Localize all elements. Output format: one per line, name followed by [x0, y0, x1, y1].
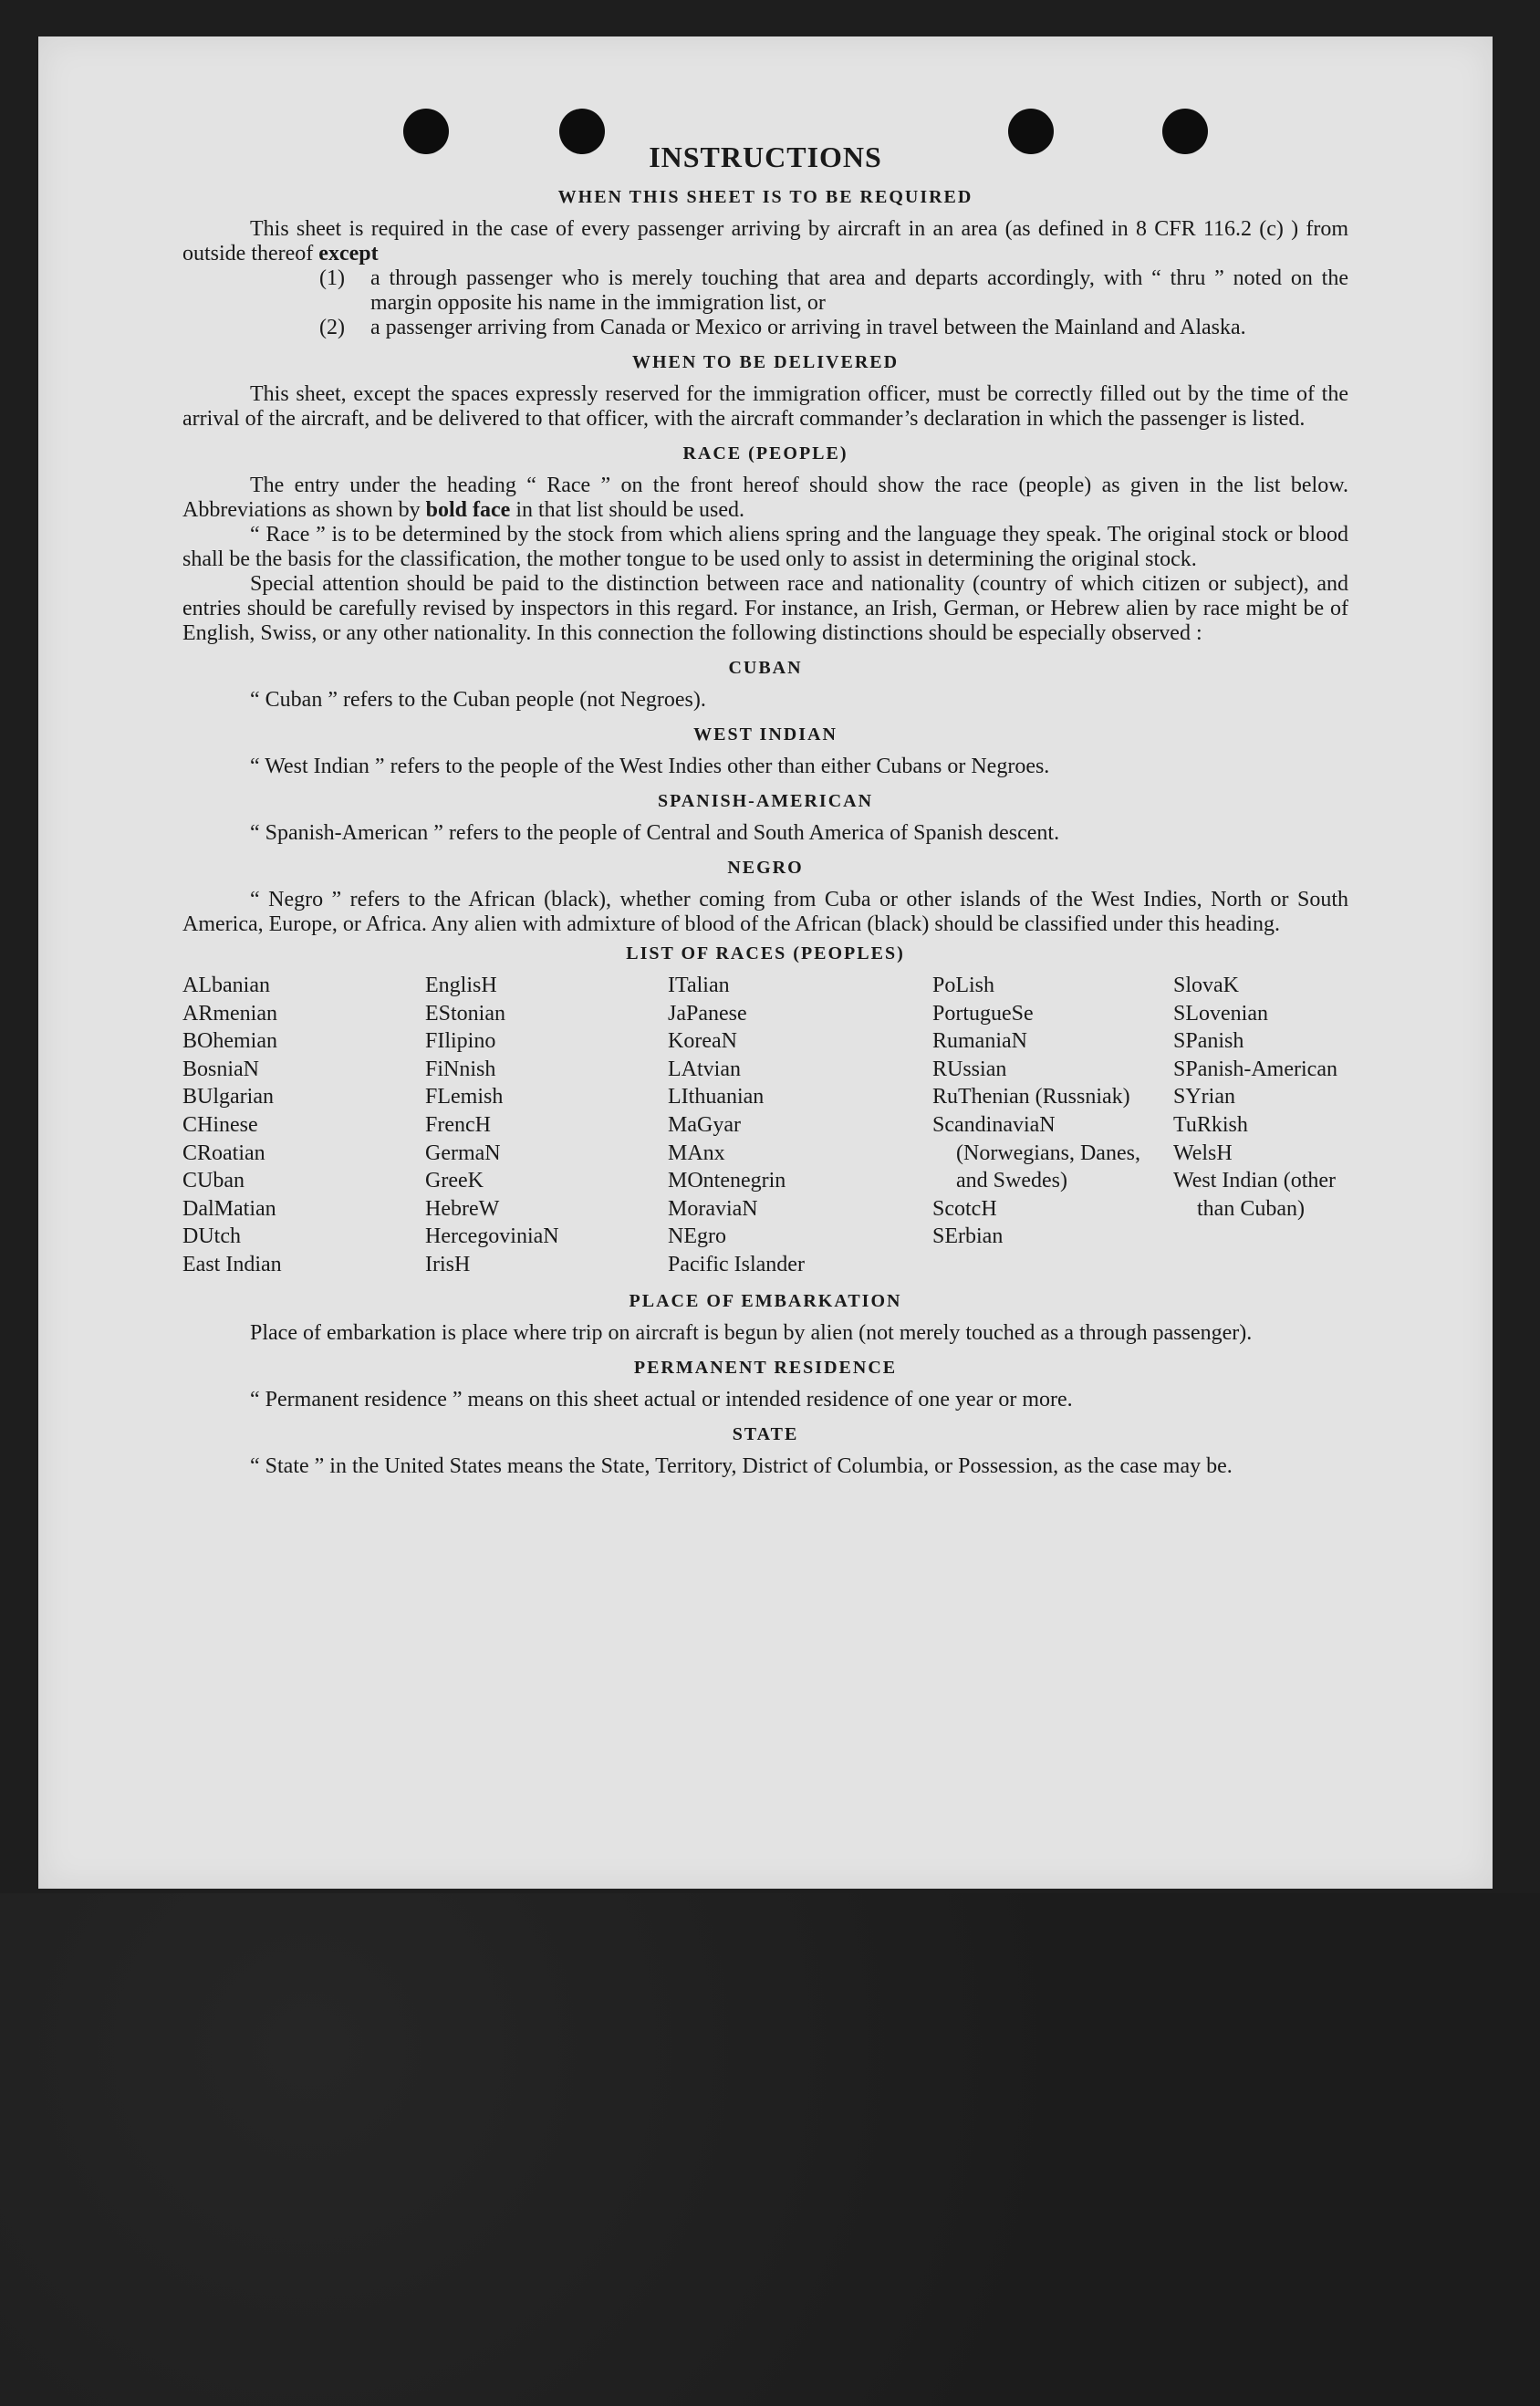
race-entry: FrencH [425, 1112, 491, 1137]
heading-state: STATE [732, 1423, 799, 1444]
race-entry: SlovaK [1173, 974, 1239, 997]
heading-residence: PERMANENT RESIDENCE [633, 1357, 898, 1378]
heading-embarkation: PLACE OF EMBARKATION [629, 1290, 902, 1311]
race-entry: EStonian [425, 1001, 505, 1026]
race-entry: ITalian [668, 974, 730, 997]
heading-cuban: CUBAN [728, 658, 803, 678]
paragraph-residence: “ Permanent residence ” means on this sheet actual or intended residence of one year or more. [250, 1387, 1073, 1411]
race-entry: TuRkish [1173, 1112, 1248, 1137]
heading-west-indian: WEST INDIAN [693, 724, 838, 745]
race-entry: LIthuanian [668, 1085, 765, 1109]
heading-spanish-american: SPANISH-AMERICAN [657, 791, 874, 811]
race-entry: SLovenian [1173, 1001, 1268, 1026]
race-entry: PortugueSe [932, 1001, 1034, 1026]
race-entry: SYrian [1173, 1085, 1235, 1109]
paragraph-race-3: Special attention should be paid to the distinction between race and nationality (country of which citizen or subject), and entries should be carefully revised by inspectors in this regard. For instance, an Irish, German, or Hebrew alien by race might be of English, Swiss, or any other nationality. In this connection the following distinctions should be especially observed : [182, 572, 1348, 645]
race-entry: FLemish [425, 1085, 504, 1109]
race-entry: ALbanian [182, 974, 270, 997]
race-entry: BOhemian [182, 1029, 277, 1054]
paragraph-state: “ State ” in the United States means the State, Territory, District of Columbia, or Possession, as the case may be. [250, 1453, 1233, 1478]
heading-delivered: WHEN TO BE DELIVERED [631, 352, 900, 372]
race-entry: WelsH [1173, 1141, 1233, 1165]
race-entry: GreeK [425, 1169, 484, 1193]
race-entry: MaGyar [668, 1112, 741, 1137]
heading-list-of-races: LIST OF RACES (PEOPLES) [626, 943, 905, 963]
race-entry: FiNnish [425, 1057, 496, 1081]
paragraph-race-2: “ Race ” is to be determined by the stock from which aliens spring and the language they speak. The original stock or blood shall be the basis for the classification, the mother tongue to be used only to assist in determining the original stock. [182, 523, 1348, 571]
race-entry: MOntenegrin [668, 1169, 786, 1193]
race-entry: SErbian [932, 1224, 1004, 1249]
race-entry: CRoatian [182, 1141, 265, 1165]
race-entry: West Indian (other than Cuban) [1173, 1169, 1337, 1221]
race-entry: BUlgarian [182, 1085, 274, 1109]
paragraph-cuban: “ Cuban ” refers to the Cuban people (not Negroes). [250, 688, 706, 712]
race-entry: DalMatian [182, 1196, 276, 1221]
list-item: (1) a through passenger who is merely touching that area and departs accordingly, with “ thru ” noted on the margin opposite his name in the immigration list, or [319, 266, 1348, 315]
paragraph-embarkation: Place of embarkation is place where trip on aircraft is begun by alien (not merely touched as a through passenger). [250, 1320, 1253, 1345]
race-entry: MAnx [668, 1141, 725, 1165]
race-entry: IrisH [425, 1252, 471, 1276]
races-column [182, 972, 425, 1279]
races-column [668, 972, 932, 1279]
race-entry: KoreaN [668, 1029, 737, 1054]
race-entry: ScotcH [932, 1196, 997, 1221]
heading-race: RACE (PEOPLE) [682, 443, 848, 463]
race-entry: CUban [182, 1169, 245, 1193]
race-entry: PoLish [932, 974, 995, 997]
race-entry: EnglisH [425, 974, 497, 997]
instructions-content [182, 139, 1348, 1479]
race-entry: Pacific Islander [668, 1252, 805, 1276]
race-entry: East Indian [182, 1252, 282, 1276]
race-entry: RuThenian (Russniak) [932, 1085, 1130, 1109]
paragraph-spanish-american: “ Spanish-American ” refers to the people of Central and South America of Spanish descent. [250, 821, 1060, 845]
paragraph-delivered: This sheet, except the spaces expressly reserved for the immigration officer, must be correctly filled out by the time of the arrival of the aircraft, and be delivered to that officer, with the aircraft commander’s declaration in which the passenger is listed. [182, 382, 1348, 431]
race-entry: GermaN [425, 1141, 501, 1165]
page-title: INSTRUCTIONS [649, 141, 882, 173]
race-entry: RUssian [932, 1057, 1007, 1081]
race-entry: BosniaN [182, 1057, 259, 1081]
race-entry: CHinese [182, 1112, 258, 1137]
race-entry: SPanish-American [1173, 1057, 1337, 1081]
scanner-background [0, 1893, 1540, 2406]
race-entry: FIlipino [425, 1029, 496, 1054]
race-entry: NEgro [668, 1224, 726, 1249]
race-entry: HercegoviniaN [425, 1224, 559, 1249]
race-entry: RumaniaN [932, 1029, 1027, 1054]
race-entry: ScandinaviaN (Norwegians, Danes, and Swedes) [932, 1112, 1140, 1193]
heading-negro: NEGRO [727, 858, 804, 878]
race-entry: MoraviaN [668, 1196, 758, 1221]
races-column [932, 972, 1173, 1279]
paragraph-race-1: The entry under the heading “ Race ” on the front hereof should show the race (people) as given in the list below. Abbreviations as shown by bold face in that list should be used. [182, 474, 1348, 522]
race-entry: SPanish [1173, 1029, 1244, 1054]
list-item: (2) a passenger arriving from Canada or Mexico or arriving in travel between the Mainland and Alaska. [319, 316, 1246, 339]
races-column [1173, 972, 1374, 1279]
races-column [425, 972, 668, 1279]
race-entry: JaPanese [668, 1001, 747, 1026]
paragraph-negro: “ Negro ” refers to the African (black), whether coming from Cuba or other islands of the West Indies, North or South America, Europe, or Africa. Any alien with admixture of blood of the African (black) should be classified under this heading. [182, 888, 1348, 936]
paragraph-west-indian: “ West Indian ” refers to the people of the West Indies other than either Cubans or Negroes. [250, 755, 1050, 778]
heading-required: WHEN THIS SHEET IS TO BE REQUIRED [557, 187, 973, 207]
paragraph-required: This sheet is required in the case of every passenger arriving by aircraft in an area (as defined in 8 CFR 116.2 (c) ) from outside thereof except [182, 217, 1348, 266]
race-entry: DUtch [182, 1224, 241, 1249]
races-list [182, 972, 1348, 1279]
race-entry: LAtvian [668, 1057, 741, 1081]
race-entry: HebreW [425, 1196, 500, 1221]
race-entry: ARmenian [182, 1001, 277, 1026]
